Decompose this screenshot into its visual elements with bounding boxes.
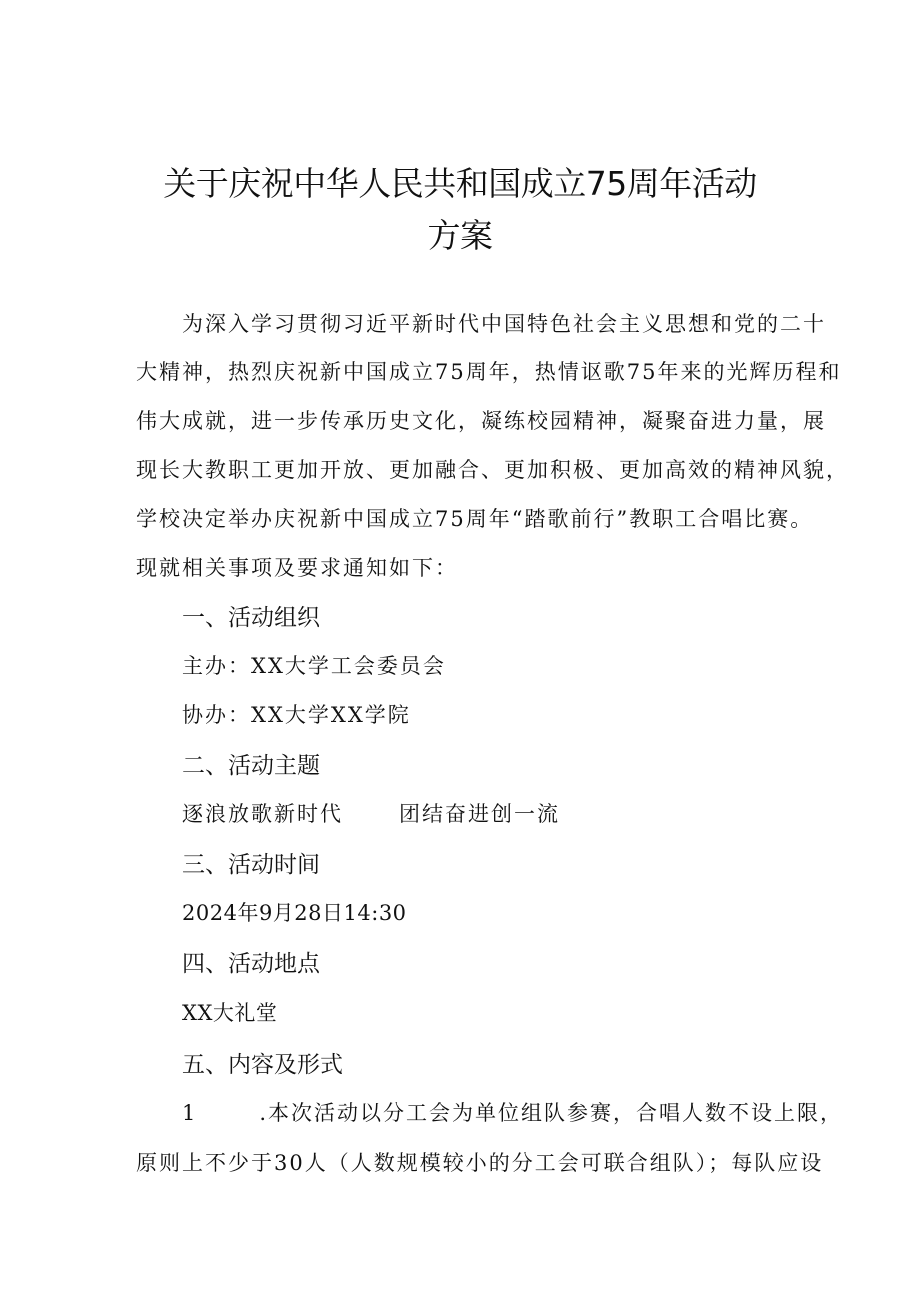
intro-line-5: 学校决定举办庆祝新中国成立75周年“踏歌前行”教职工合唱比赛。 <box>136 507 814 531</box>
co-organizer-line: 协办：XX大学XX学院 <box>182 703 411 727</box>
theme-part-2: 团结奋进创一流 <box>399 802 560 826</box>
section-heading-organization: 一、活动组织 <box>182 605 320 631</box>
intro-line-4: 现长大教职工更加开放、更加融合、更加积极、更加高效的精神风貌， <box>136 458 849 482</box>
intro-line-1: 为深入学习贯彻习近平新时代中国特色社会主义思想和党的二十 <box>182 312 826 336</box>
content-item-1-text: .本次活动以分工会为单位组队参赛，合唱人数不设上限， <box>259 1101 844 1125</box>
section-heading-theme: 二、活动主题 <box>182 753 320 779</box>
document-title-line-2: 方案 <box>427 216 493 255</box>
theme-part-1: 逐浪放歌新时代 <box>182 802 343 826</box>
document-title-line-1: 关于庆祝中华人民共和国成立75周年活动 <box>163 164 757 203</box>
section-heading-content-format: 五、内容及形式 <box>182 1052 343 1078</box>
content-item-1-line-2: 原则上不少于30人（人数规模较小的分工会可联合组队）；每队应设 <box>136 1151 824 1175</box>
section-heading-time: 三、活动时间 <box>182 852 320 878</box>
intro-line-2: 大精神，热烈庆祝新中国成立75周年，热情讴歌75年来的光辉历程和 <box>136 360 842 384</box>
intro-line-3: 伟大成就，进一步传承历史文化，凝练校园精神，凝聚奋进力量，展 <box>136 409 826 433</box>
content-item-1-number: 1 <box>182 1101 198 1125</box>
intro-line-6: 现就相关事项及要求通知如下： <box>136 556 458 580</box>
theme-line <box>182 799 796 829</box>
section-heading-place: 四、活动地点 <box>182 951 320 977</box>
organizer-line: 主办：XX大学工会委员会 <box>182 654 446 678</box>
content-item-1-line-1 <box>182 1098 844 1128</box>
event-place: XX大礼堂 <box>182 1001 278 1025</box>
event-time: 2024年9月28日14:30 <box>182 901 407 925</box>
